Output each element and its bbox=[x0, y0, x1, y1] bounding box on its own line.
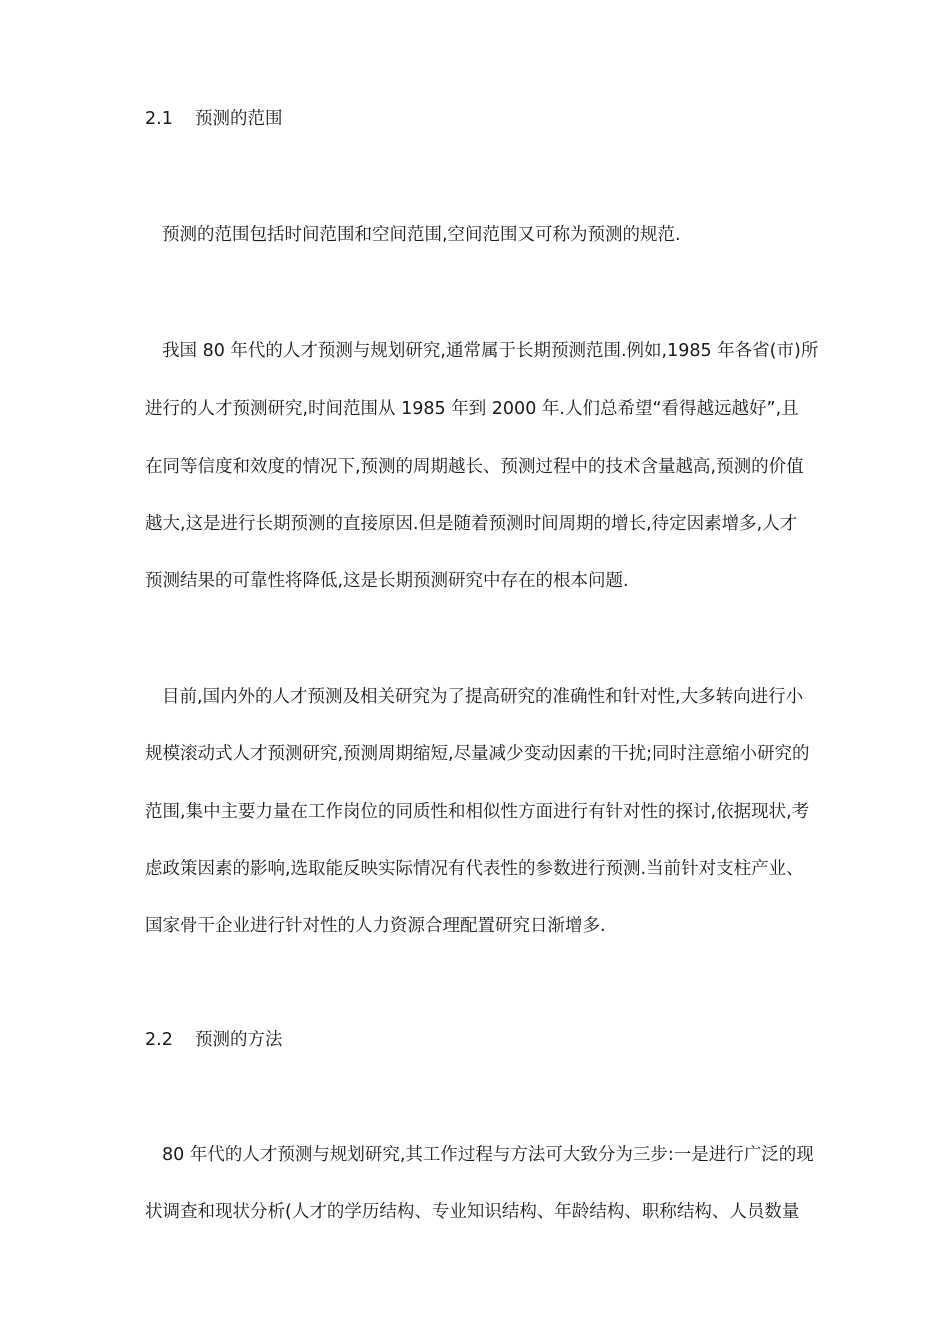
paragraph-line: 虑政策因素的影响,选取能反映实际情况有代表性的参数进行预测.当前针对支柱产业、 bbox=[145, 859, 804, 879]
paragraph-line: 范围,集中主要力量在工作岗位的同质性和相似性方面进行有针对性的探讨,依据现状,考 bbox=[145, 802, 810, 822]
paragraph-line: 进行的人才预测研究,时间范围从 1985 年到 2000 年.人们总希望“看得越远越好”,且 bbox=[145, 399, 799, 419]
paragraph-line: 在同等信度和效度的情况下,预测的周期越长、预测过程中的技术含量越高,预测的价值 bbox=[145, 457, 804, 477]
paragraph-line: 规模滚动式人才预测研究,预测周期缩短,尽量减少变动因素的干扰;同时注意缩小研究的 bbox=[145, 744, 810, 764]
paragraph-line: 国家骨干企业进行针对性的人力资源合理配置研究日渐增多. bbox=[145, 916, 606, 936]
paragraph-line: 预测结果的可靠性将降低,这是长期预测研究中存在的根本问题. bbox=[145, 571, 629, 591]
paragraph-line: 预测的范围包括时间范围和空间范围,空间范围又可称为预测的规范. bbox=[162, 225, 681, 245]
section-number: 2.1 bbox=[145, 109, 173, 129]
section-number: 2.2 bbox=[145, 1030, 173, 1050]
section-title: 预测的范围 bbox=[195, 109, 283, 129]
section-title: 预测的方法 bbox=[195, 1030, 283, 1050]
section-heading-2-2 bbox=[145, 1028, 885, 1052]
paragraph-line: 状调查和现状分析(人才的学历结构、专业知识结构、年龄结构、职称结构、人员数量 bbox=[145, 1202, 800, 1222]
section-heading-2-1 bbox=[145, 107, 885, 131]
paragraph-line: 目前,国内外的人才预测及相关研究为了提高研究的准确性和针对性,大多转向进行小 bbox=[162, 687, 804, 707]
paragraph-line: 越大,这是进行长期预测的直接原因.但是随着预测时间周期的增长,待定因素增多,人才 bbox=[145, 514, 798, 534]
paragraph-line: 我国 80 年代的人才预测与规划研究,通常属于长期预测范围.例如,1985 年各省(市)所 bbox=[162, 341, 819, 361]
paragraph-line: 80 年代的人才预测与规划研究,其工作过程与方法可大致分为三步:一是进行广泛的现 bbox=[162, 1145, 814, 1165]
